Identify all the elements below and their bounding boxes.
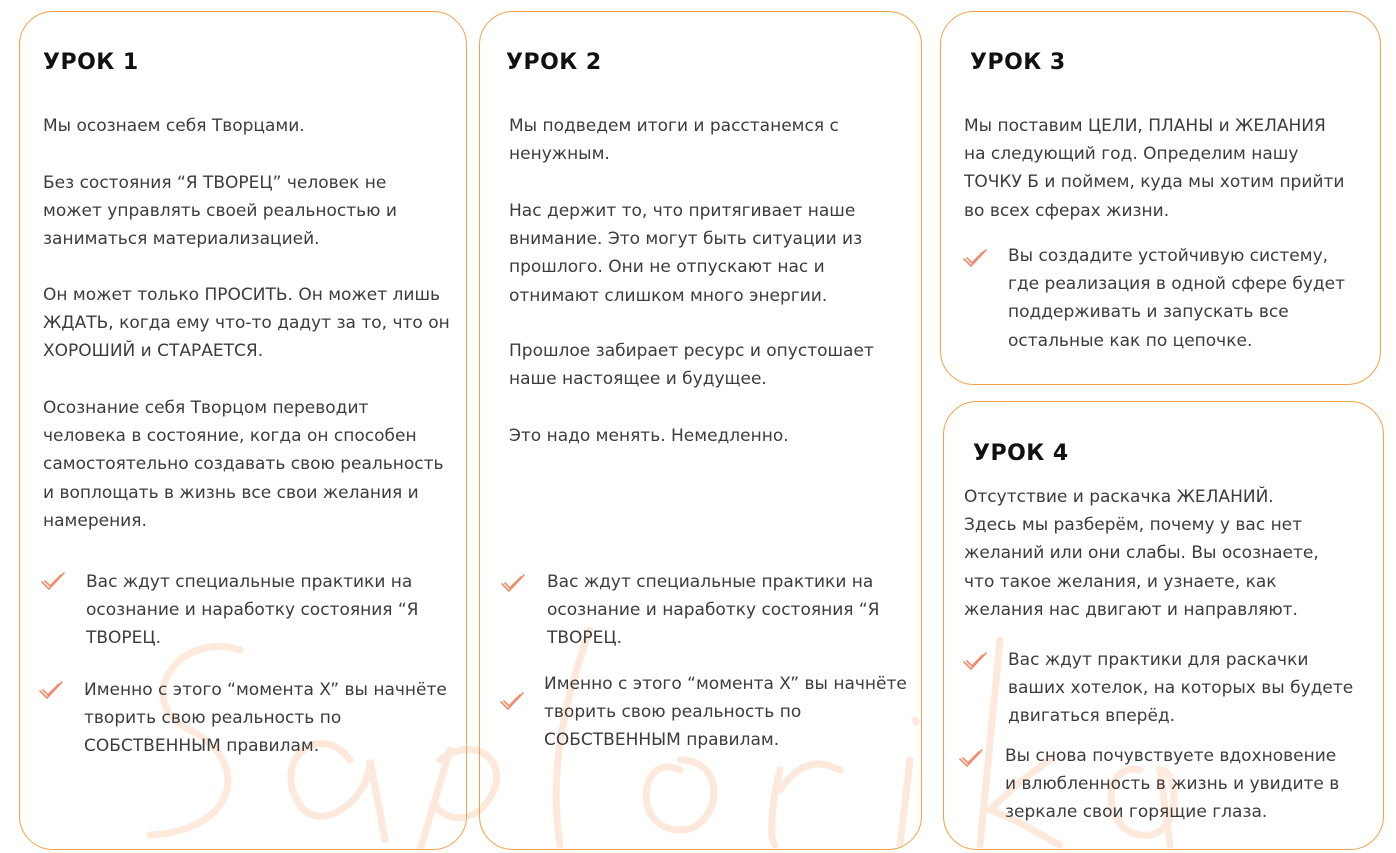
lesson-2-paragraph-4: Это надо менять. Немедленно. [509,426,789,446]
check-icon [962,247,988,269]
check-icon [40,570,66,592]
check-icon [962,650,988,672]
lesson-1-bullet-1: Вас ждут специальные практики на осознание и наработку состояния “Я ТВОРЕЦ. [86,572,419,649]
lesson-2-bullet-2: Именно с этого “момента X” вы начнёте творить свою реальность по СОБСТВЕННЫМ правилам. [544,674,907,751]
check-icon [500,572,526,594]
lesson-2-paragraph-1: Мы подведем итоги и расстанемся с ненужным. [509,116,839,165]
lesson-3-title: УРОК 3 [970,50,1066,75]
lesson-1-paragraph-1: Мы осознаем себя Творцами. [43,116,305,136]
lesson-1-paragraph-4: Осознание себя Творцом переводит человека в состояние, когда он способен самостоятельно создавать свою реальность и воплощать в жизнь все свои желания и намерения. [43,398,444,531]
lesson-2-paragraph-3: Прошлое забирает ресурс и опустошает наше настоящее и будущее. [509,341,874,390]
lesson-2-paragraph-2: Нас держит то, что притягивает наше внимание. Это могут быть ситуации из прошлого. Они не отпускают нас и отнимают слишком много энергии. [509,201,863,306]
lesson-3-paragraph-1: Мы поставим ЦЕЛИ, ПЛАНЫ и ЖЕЛАНИЯ на следующий год. Определим нашу ТОЧКУ Б и поймем, куда мы хотим прийти во всех сферах жизни. [964,116,1345,221]
lesson-4-bullet-1: Вас ждут практики для раскачки ваших хотелок, на которых вы будете двигаться вперёд. [1008,650,1354,727]
lesson-1-paragraph-3: Он может только ПРОСИТЬ. Он может лишь ЖДАТЬ, когда ему что-то дадут за то, что он ХОРОШИЙ и СТАРАЕТСЯ. [43,285,450,362]
lesson-4-title: УРОК 4 [973,441,1069,466]
lesson-1-bullet-2: Именно с этого “момента X” вы начнёте творить свою реальность по СОБСТВЕННЫМ правилам. [84,680,447,757]
check-icon [958,747,984,769]
lesson-2-bullet-1: Вас ждут специальные практики на осознание и наработку состояния “Я ТВОРЕЦ. [547,572,880,649]
lesson-3-bullet-1: Вы создадите устойчивую систему, где реализация в одной сфере будет поддерживать и запускать все остальные как по цепочке. [1008,246,1346,351]
lesson-1-title: УРОК 1 [43,50,139,75]
check-icon [499,690,525,712]
lesson-2-title: УРОК 2 [506,50,602,75]
lesson-4-bullet-2: Вы снова почувствуете вдохновение и влюбленность в жизнь и увидите в зеркале свои горящие глаза. [1005,746,1340,823]
check-icon [38,679,64,701]
lesson-1-paragraph-2: Без состояния “Я ТВОРЕЦ” человек не может управлять своей реальностью и заниматься материализацией. [43,173,397,250]
lesson-4-paragraph-1: Отсутствие и раскачка ЖЕЛАНИЙ. Здесь мы разберём, почему у вас нет желаний или они слабы. Вы осознаете, что такое желания, и узнаете, как желания нас двигают и направляют. [964,487,1319,620]
